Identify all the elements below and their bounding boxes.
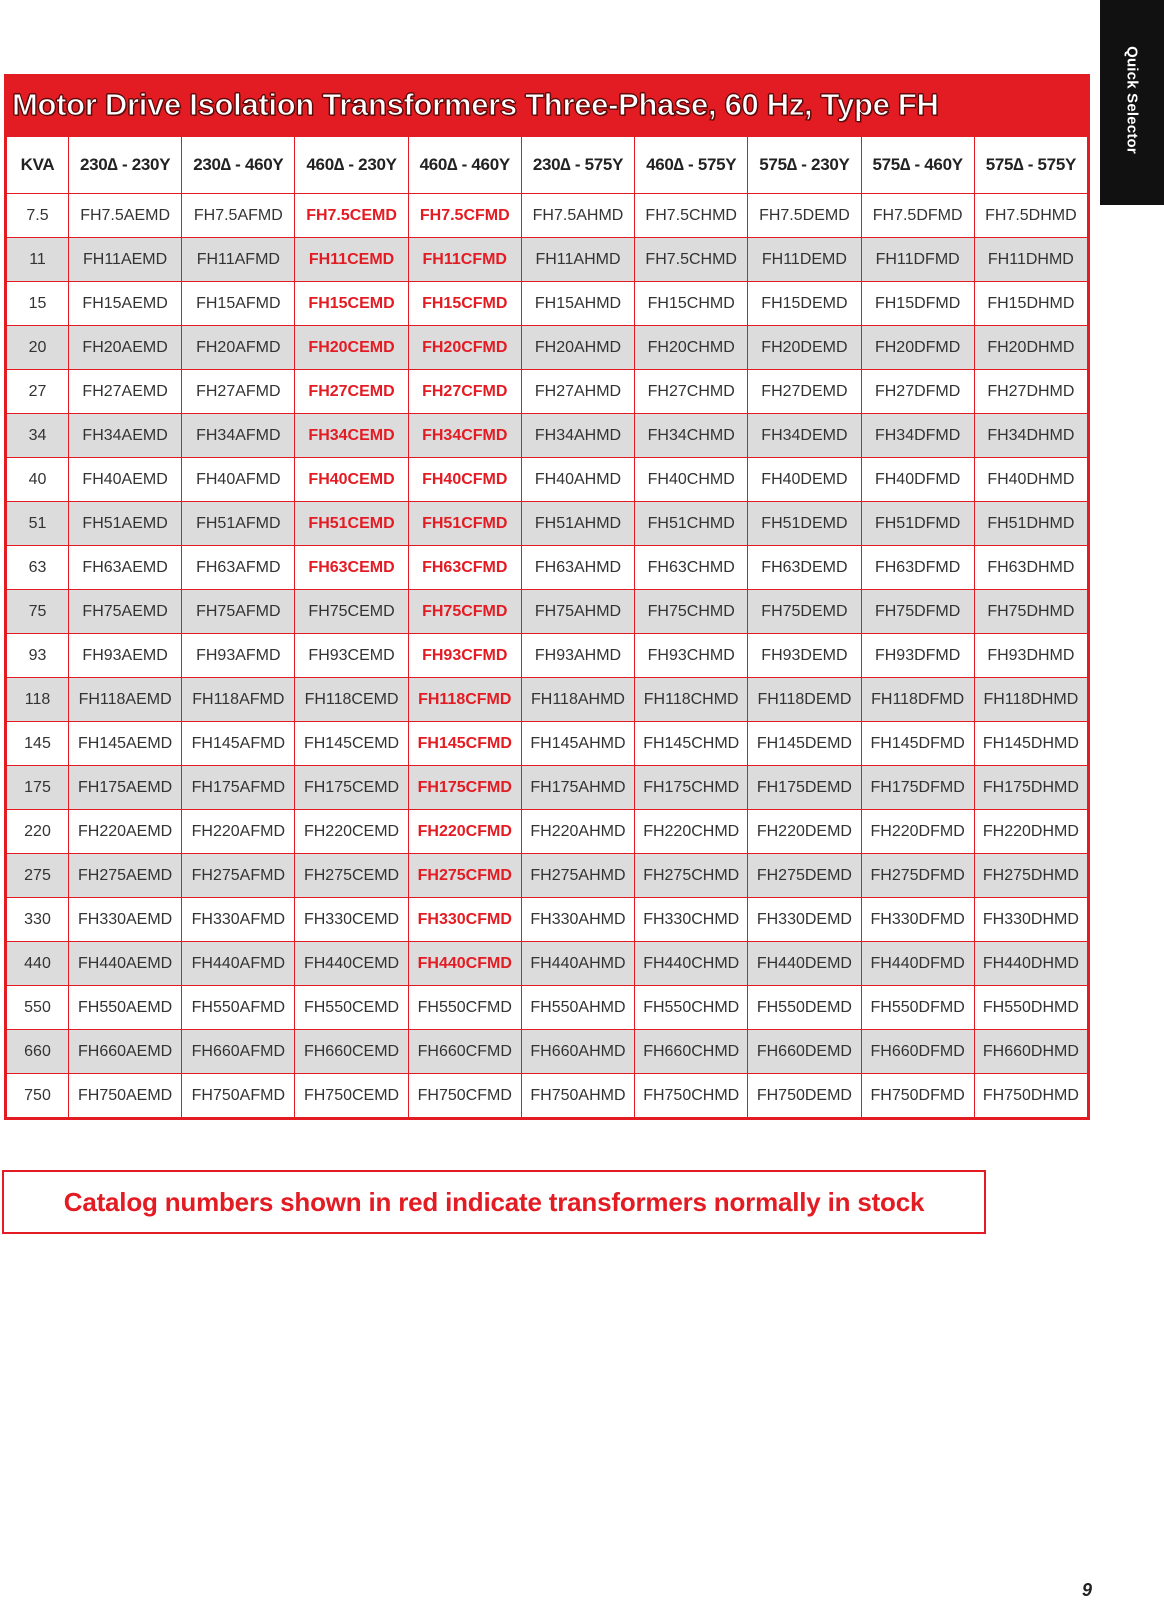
catalog-number-cell: FH440CFMD <box>408 942 521 986</box>
table-row <box>7 634 1088 678</box>
catalog-number-cell: FH550AEMD <box>69 986 182 1030</box>
kva-cell: 750 <box>7 1074 69 1118</box>
catalog-number-cell: FH220AEMD <box>69 810 182 854</box>
table-row <box>7 1030 1088 1074</box>
stock-note-box <box>2 1170 986 1234</box>
table-row <box>7 898 1088 942</box>
catalog-number-cell: FH93DFMD <box>861 634 974 678</box>
column-header-voltage: 575∆ - 230Y <box>748 137 861 194</box>
kva-cell: 20 <box>7 326 69 370</box>
catalog-number-cell: FH75AHMD <box>521 590 634 634</box>
catalog-number-cell: FH550DHMD <box>974 986 1087 1030</box>
catalog-number-cell: FH275AEMD <box>69 854 182 898</box>
catalog-number-cell: FH330AEMD <box>69 898 182 942</box>
catalog-number-cell: FH220AFMD <box>182 810 295 854</box>
catalog-number-cell: FH660AHMD <box>521 1030 634 1074</box>
catalog-number-cell: FH93CHMD <box>635 634 748 678</box>
kva-cell: 93 <box>7 634 69 678</box>
catalog-number-cell: FH220CFMD <box>408 810 521 854</box>
kva-cell: 660 <box>7 1030 69 1074</box>
catalog-number-cell: FH275DEMD <box>748 854 861 898</box>
table-row <box>7 238 1088 282</box>
catalog-number-cell: FH175DFMD <box>861 766 974 810</box>
catalog-number-cell: FH175AHMD <box>521 766 634 810</box>
catalog-number-cell: FH660CEMD <box>295 1030 408 1074</box>
catalog-number-cell: FH34AHMD <box>521 414 634 458</box>
catalog-number-cell: FH75AEMD <box>69 590 182 634</box>
kva-cell: 15 <box>7 282 69 326</box>
kva-cell: 440 <box>7 942 69 986</box>
catalog-number-cell: FH550CHMD <box>635 986 748 1030</box>
catalog-number-cell: FH51DHMD <box>974 502 1087 546</box>
catalog-number-cell: FH118AFMD <box>182 678 295 722</box>
table-title-bar <box>6 76 1088 136</box>
catalog-number-cell: FH15DHMD <box>974 282 1087 326</box>
catalog-number-cell: FH15DEMD <box>748 282 861 326</box>
catalog-number-cell: FH118AEMD <box>69 678 182 722</box>
catalog-number-cell: FH550DEMD <box>748 986 861 1030</box>
catalog-number-cell: FH20DFMD <box>861 326 974 370</box>
catalog-number-cell: FH40AHMD <box>521 458 634 502</box>
quick-selector-tab <box>1100 0 1164 205</box>
catalog-number-cell: FH750AEMD <box>69 1074 182 1118</box>
catalog-number-cell: FH550CFMD <box>408 986 521 1030</box>
catalog-number-cell: FH27DHMD <box>974 370 1087 414</box>
catalog-number-cell: FH330AFMD <box>182 898 295 942</box>
catalog-number-cell: FH51AHMD <box>521 502 634 546</box>
catalog-number-cell: FH20CFMD <box>408 326 521 370</box>
catalog-number-cell: FH660DEMD <box>748 1030 861 1074</box>
catalog-number-cell: FH7.5DFMD <box>861 194 974 238</box>
catalog-number-cell: FH118CEMD <box>295 678 408 722</box>
catalog-number-cell: FH34AEMD <box>69 414 182 458</box>
kva-cell: 51 <box>7 502 69 546</box>
catalog-number-cell: FH7.5DHMD <box>974 194 1087 238</box>
catalog-number-cell: FH11AEMD <box>69 238 182 282</box>
catalog-number-cell: FH330CEMD <box>295 898 408 942</box>
column-header-voltage: 230∆ - 575Y <box>521 137 634 194</box>
catalog-number-cell: FH15DFMD <box>861 282 974 326</box>
catalog-number-cell: FH93AEMD <box>69 634 182 678</box>
catalog-number-cell: FH145AEMD <box>69 722 182 766</box>
catalog-number-cell: FH550AHMD <box>521 986 634 1030</box>
catalog-number-cell: FH27DFMD <box>861 370 974 414</box>
catalog-number-cell: FH15AFMD <box>182 282 295 326</box>
table-row <box>7 502 1088 546</box>
catalog-number-cell: FH75CFMD <box>408 590 521 634</box>
catalog-number-cell: FH34AFMD <box>182 414 295 458</box>
catalog-number-cell: FH93AFMD <box>182 634 295 678</box>
catalog-number-cell: FH175CEMD <box>295 766 408 810</box>
catalog-number-cell: FH20AHMD <box>521 326 634 370</box>
catalog-number-cell: FH40DFMD <box>861 458 974 502</box>
catalog-number-cell: FH440AEMD <box>69 942 182 986</box>
catalog-number-cell: FH550CEMD <box>295 986 408 1030</box>
catalog-number-cell: FH27AFMD <box>182 370 295 414</box>
catalog-number-cell: FH330CHMD <box>635 898 748 942</box>
catalog-number-cell: FH330AHMD <box>521 898 634 942</box>
catalog-number-cell: FH63AEMD <box>69 546 182 590</box>
catalog-number-cell: FH27DEMD <box>748 370 861 414</box>
catalog-number-cell: FH330DFMD <box>861 898 974 942</box>
kva-cell: 275 <box>7 854 69 898</box>
catalog-number-cell: FH11CFMD <box>408 238 521 282</box>
kva-cell: 75 <box>7 590 69 634</box>
table-row <box>7 810 1088 854</box>
kva-cell: 34 <box>7 414 69 458</box>
catalog-number-cell: FH63CEMD <box>295 546 408 590</box>
catalog-number-cell: FH275AFMD <box>182 854 295 898</box>
catalog-number-cell: FH51DFMD <box>861 502 974 546</box>
table-row <box>7 854 1088 898</box>
catalog-number-cell: FH7.5CHMD <box>635 194 748 238</box>
table-header-row <box>7 137 1088 194</box>
catalog-number-cell: FH750CFMD <box>408 1074 521 1118</box>
column-header-kva: KVA <box>7 137 69 194</box>
catalog-number-cell: FH145AHMD <box>521 722 634 766</box>
catalog-number-cell: FH40AEMD <box>69 458 182 502</box>
catalog-number-cell: FH145CFMD <box>408 722 521 766</box>
catalog-number-cell: FH175CHMD <box>635 766 748 810</box>
catalog-number-cell: FH550DFMD <box>861 986 974 1030</box>
catalog-number-cell: FH220CEMD <box>295 810 408 854</box>
catalog-number-cell: FH330CFMD <box>408 898 521 942</box>
catalog-number-cell: FH440CEMD <box>295 942 408 986</box>
catalog-number-cell: FH40CHMD <box>635 458 748 502</box>
catalog-number-cell: FH330DHMD <box>974 898 1087 942</box>
transformer-table <box>6 136 1088 1118</box>
catalog-number-cell: FH660AEMD <box>69 1030 182 1074</box>
catalog-number-cell: FH750AHMD <box>521 1074 634 1118</box>
catalog-number-cell: FH75DEMD <box>748 590 861 634</box>
table-row <box>7 1074 1088 1118</box>
catalog-number-cell: FH220DFMD <box>861 810 974 854</box>
column-header-voltage: 460∆ - 575Y <box>635 137 748 194</box>
catalog-number-cell: FH93AHMD <box>521 634 634 678</box>
catalog-number-cell: FH11DHMD <box>974 238 1087 282</box>
catalog-number-cell: FH175CFMD <box>408 766 521 810</box>
catalog-number-cell: FH7.5CFMD <box>408 194 521 238</box>
column-header-voltage: 575∆ - 460Y <box>861 137 974 194</box>
catalog-number-cell: FH20CEMD <box>295 326 408 370</box>
catalog-number-cell: FH145CHMD <box>635 722 748 766</box>
catalog-number-cell: FH175DEMD <box>748 766 861 810</box>
catalog-number-cell: FH175DHMD <box>974 766 1087 810</box>
catalog-number-cell: FH440DHMD <box>974 942 1087 986</box>
kva-cell: 40 <box>7 458 69 502</box>
catalog-number-cell: FH330DEMD <box>748 898 861 942</box>
catalog-number-cell: FH118AHMD <box>521 678 634 722</box>
column-header-voltage: 460∆ - 460Y <box>408 137 521 194</box>
kva-cell: 145 <box>7 722 69 766</box>
kva-cell: 118 <box>7 678 69 722</box>
catalog-number-cell: FH275CHMD <box>635 854 748 898</box>
kva-cell: 7.5 <box>7 194 69 238</box>
catalog-number-cell: FH145CEMD <box>295 722 408 766</box>
catalog-number-cell: FH15AEMD <box>69 282 182 326</box>
catalog-number-cell: FH275DFMD <box>861 854 974 898</box>
catalog-number-cell: FH75AFMD <box>182 590 295 634</box>
catalog-number-cell: FH11DFMD <box>861 238 974 282</box>
catalog-number-cell: FH7.5AFMD <box>182 194 295 238</box>
table-row <box>7 986 1088 1030</box>
catalog-number-cell: FH27AHMD <box>521 370 634 414</box>
catalog-number-cell: FH660CHMD <box>635 1030 748 1074</box>
catalog-number-cell: FH275CEMD <box>295 854 408 898</box>
table-row <box>7 282 1088 326</box>
transformer-table-panel <box>4 74 1090 1120</box>
catalog-number-cell: FH440DEMD <box>748 942 861 986</box>
catalog-number-cell: FH34DHMD <box>974 414 1087 458</box>
catalog-number-cell: FH75CEMD <box>295 590 408 634</box>
catalog-number-cell: FH118CFMD <box>408 678 521 722</box>
catalog-number-cell: FH34DFMD <box>861 414 974 458</box>
catalog-number-cell: FH20AFMD <box>182 326 295 370</box>
table-row <box>7 546 1088 590</box>
table-row <box>7 194 1088 238</box>
page-title: Motor Drive Isolation Transformers Three-Phase, 60 Hz, Type FH <box>12 87 939 122</box>
catalog-number-cell: FH75DHMD <box>974 590 1087 634</box>
catalog-number-cell: FH175AFMD <box>182 766 295 810</box>
catalog-number-cell: FH51CFMD <box>408 502 521 546</box>
catalog-number-cell: FH40DEMD <box>748 458 861 502</box>
kva-cell: 550 <box>7 986 69 1030</box>
kva-cell: 175 <box>7 766 69 810</box>
catalog-number-cell: FH34DEMD <box>748 414 861 458</box>
column-header-voltage: 230∆ - 230Y <box>69 137 182 194</box>
catalog-number-cell: FH20DEMD <box>748 326 861 370</box>
catalog-number-cell: FH20CHMD <box>635 326 748 370</box>
catalog-number-cell: FH440CHMD <box>635 942 748 986</box>
catalog-number-cell: FH550AFMD <box>182 986 295 1030</box>
catalog-number-cell: FH11CEMD <box>295 238 408 282</box>
catalog-number-cell: FH7.5AEMD <box>69 194 182 238</box>
catalog-number-cell: FH275AHMD <box>521 854 634 898</box>
catalog-number-cell: FH7.5DEMD <box>748 194 861 238</box>
catalog-number-cell: FH20AEMD <box>69 326 182 370</box>
kva-cell: 330 <box>7 898 69 942</box>
table-row <box>7 458 1088 502</box>
catalog-number-cell: FH63CHMD <box>635 546 748 590</box>
page-number: 9 <box>1082 1580 1093 1600</box>
catalog-number-cell: FH51CHMD <box>635 502 748 546</box>
catalog-number-cell: FH440AHMD <box>521 942 634 986</box>
table-row <box>7 678 1088 722</box>
catalog-number-cell: FH40CFMD <box>408 458 521 502</box>
catalog-number-cell: FH220CHMD <box>635 810 748 854</box>
catalog-number-cell: FH63DFMD <box>861 546 974 590</box>
table-row <box>7 766 1088 810</box>
catalog-number-cell: FH75DFMD <box>861 590 974 634</box>
catalog-number-cell: FH145AFMD <box>182 722 295 766</box>
catalog-number-cell: FH660CFMD <box>408 1030 521 1074</box>
catalog-number-cell: FH51CEMD <box>295 502 408 546</box>
catalog-number-cell: FH175AEMD <box>69 766 182 810</box>
catalog-number-cell: FH51DEMD <box>748 502 861 546</box>
stock-note: Catalog numbers shown in red indicate transformers normally in stock <box>63 1186 925 1217</box>
catalog-number-cell: FH93CEMD <box>295 634 408 678</box>
quick-selector-label: Quick Selector <box>1123 46 1141 154</box>
catalog-number-cell: FH15CEMD <box>295 282 408 326</box>
table-row <box>7 414 1088 458</box>
table-row <box>7 722 1088 766</box>
catalog-number-cell: FH220DEMD <box>748 810 861 854</box>
column-header-voltage: 575∆ - 575Y <box>974 137 1087 194</box>
catalog-number-cell: FH145DFMD <box>861 722 974 766</box>
catalog-number-cell: FH27AEMD <box>69 370 182 414</box>
catalog-number-cell: FH15AHMD <box>521 282 634 326</box>
catalog-number-cell: FH63AHMD <box>521 546 634 590</box>
table-body <box>7 194 1088 1118</box>
catalog-number-cell: FH7.5CHMD <box>635 238 748 282</box>
catalog-number-cell: FH40DHMD <box>974 458 1087 502</box>
catalog-number-cell: FH27CHMD <box>635 370 748 414</box>
column-header-voltage: 230∆ - 460Y <box>182 137 295 194</box>
catalog-number-cell: FH750DEMD <box>748 1074 861 1118</box>
catalog-number-cell: FH750AFMD <box>182 1074 295 1118</box>
catalog-number-cell: FH440AFMD <box>182 942 295 986</box>
catalog-number-cell: FH660DFMD <box>861 1030 974 1074</box>
catalog-number-cell: FH34CFMD <box>408 414 521 458</box>
catalog-number-cell: FH7.5CEMD <box>295 194 408 238</box>
catalog-number-cell: FH40CEMD <box>295 458 408 502</box>
catalog-number-cell: FH15CFMD <box>408 282 521 326</box>
catalog-number-cell: FH63CFMD <box>408 546 521 590</box>
catalog-number-cell: FH118DHMD <box>974 678 1087 722</box>
catalog-number-cell: FH40AFMD <box>182 458 295 502</box>
kva-cell: 27 <box>7 370 69 414</box>
catalog-number-cell: FH750CHMD <box>635 1074 748 1118</box>
catalog-number-cell: FH118DFMD <box>861 678 974 722</box>
catalog-number-cell: FH275DHMD <box>974 854 1087 898</box>
catalog-number-cell: FH93DEMD <box>748 634 861 678</box>
catalog-number-cell: FH27CEMD <box>295 370 408 414</box>
catalog-number-cell: FH118CHMD <box>635 678 748 722</box>
catalog-number-cell: FH93CFMD <box>408 634 521 678</box>
table-row <box>7 942 1088 986</box>
catalog-number-cell: FH75CHMD <box>635 590 748 634</box>
catalog-number-cell: FH220DHMD <box>974 810 1087 854</box>
catalog-number-cell: FH7.5AHMD <box>521 194 634 238</box>
catalog-number-cell: FH15CHMD <box>635 282 748 326</box>
catalog-number-cell: FH11AHMD <box>521 238 634 282</box>
catalog-number-cell: FH660DHMD <box>974 1030 1087 1074</box>
column-header-voltage: 460∆ - 230Y <box>295 137 408 194</box>
catalog-number-cell: FH750DHMD <box>974 1074 1087 1118</box>
kva-cell: 11 <box>7 238 69 282</box>
catalog-number-cell: FH750DFMD <box>861 1074 974 1118</box>
catalog-number-cell: FH11AFMD <box>182 238 295 282</box>
kva-cell: 63 <box>7 546 69 590</box>
catalog-number-cell: FH11DEMD <box>748 238 861 282</box>
catalog-number-cell: FH750CEMD <box>295 1074 408 1118</box>
catalog-number-cell: FH660AFMD <box>182 1030 295 1074</box>
kva-cell: 220 <box>7 810 69 854</box>
catalog-number-cell: FH145DEMD <box>748 722 861 766</box>
catalog-number-cell: FH220AHMD <box>521 810 634 854</box>
catalog-number-cell: FH51AEMD <box>69 502 182 546</box>
catalog-number-cell: FH275CFMD <box>408 854 521 898</box>
catalog-number-cell: FH34CEMD <box>295 414 408 458</box>
catalog-number-cell: FH93DHMD <box>974 634 1087 678</box>
catalog-number-cell: FH63DEMD <box>748 546 861 590</box>
catalog-number-cell: FH145DHMD <box>974 722 1087 766</box>
catalog-number-cell: FH27CFMD <box>408 370 521 414</box>
table-row <box>7 370 1088 414</box>
catalog-number-cell: FH440DFMD <box>861 942 974 986</box>
catalog-number-cell: FH118DEMD <box>748 678 861 722</box>
catalog-number-cell: FH20DHMD <box>974 326 1087 370</box>
catalog-number-cell: FH34CHMD <box>635 414 748 458</box>
table-row <box>7 590 1088 634</box>
catalog-number-cell: FH51AFMD <box>182 502 295 546</box>
catalog-number-cell: FH63AFMD <box>182 546 295 590</box>
table-row <box>7 326 1088 370</box>
catalog-number-cell: FH63DHMD <box>974 546 1087 590</box>
